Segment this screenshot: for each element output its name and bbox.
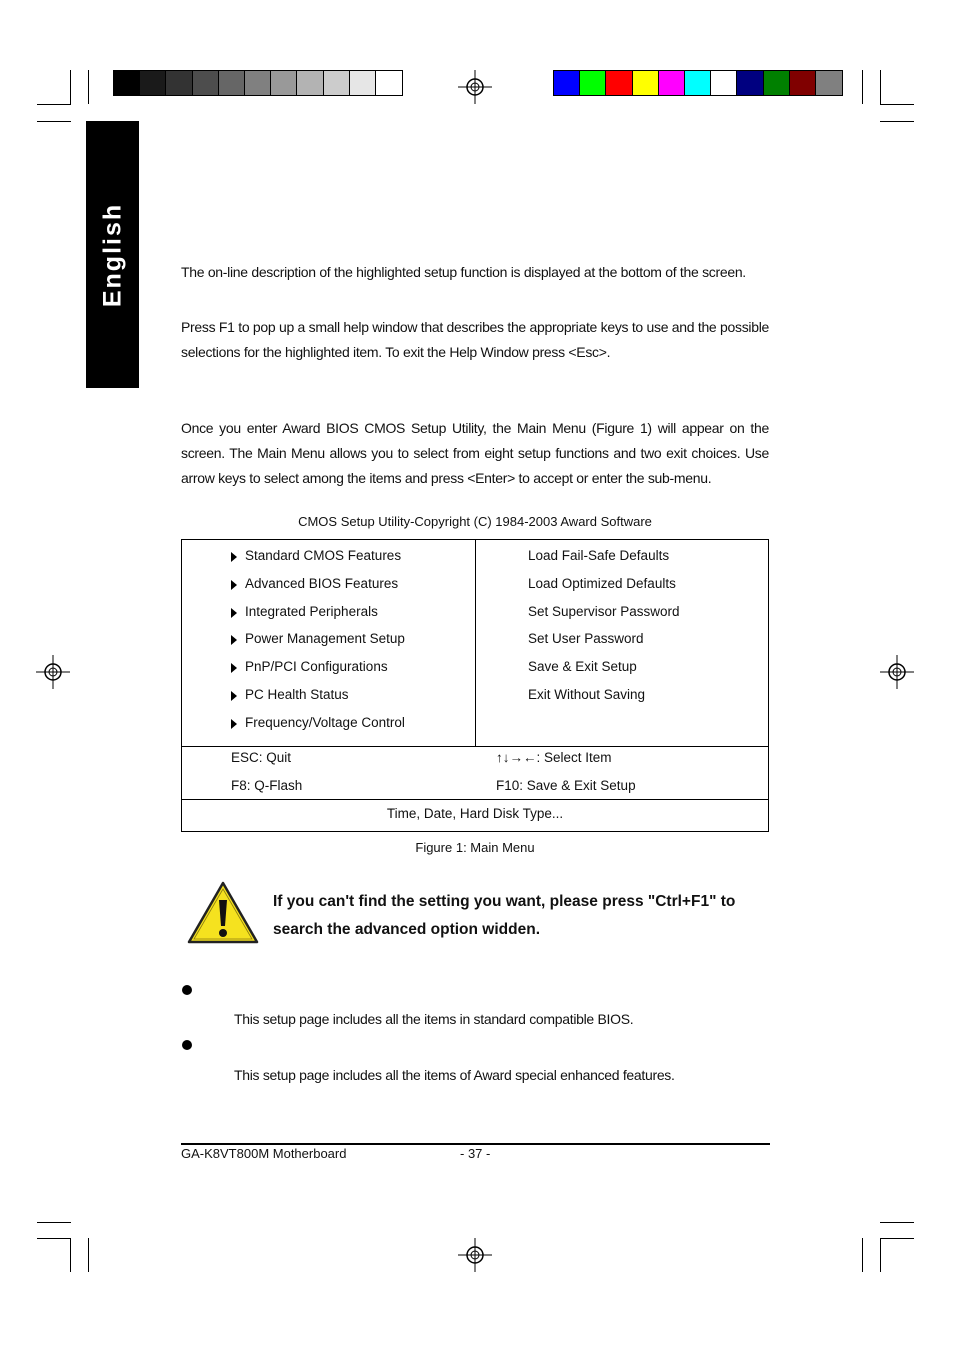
- registration-target-icon: [458, 1238, 492, 1272]
- crop-mark: [880, 121, 914, 122]
- crop-mark: [862, 1238, 863, 1272]
- crop-mark: [37, 1238, 71, 1239]
- calibration-swatch: [376, 71, 402, 95]
- menu-item[interactable]: Set Supervisor Password: [528, 603, 680, 619]
- calibration-swatch: [606, 71, 632, 95]
- bullet-description: This setup page includes all the items in standard compatible BIOS.: [234, 1011, 634, 1027]
- menu-key-divider: [182, 746, 768, 747]
- registration-target-icon: [458, 70, 492, 104]
- page-number: - 37 -: [460, 1146, 491, 1161]
- crop-mark: [70, 1238, 71, 1272]
- footer-product-name: GA-K8VT800M Motherboard: [181, 1146, 347, 1161]
- bios-main-menu: [181, 539, 769, 832]
- submenu-arrow-icon: [231, 635, 237, 645]
- key-f8-qflash: F8: Q-Flash: [231, 778, 303, 793]
- color-calibration-strip: [553, 70, 843, 96]
- warning-text: If you can't find the setting you want, please press "Ctrl+F1" to search the advanced option widden.: [273, 893, 736, 938]
- paragraph-f1-help: Press F1 to pop up a small help window that describes the appropriate keys to use and the possible selections for the highlighted item. To exit the Help Window press <Esc>.: [181, 319, 769, 360]
- calibration-swatch: [816, 71, 842, 95]
- calibration-swatch: [711, 71, 737, 95]
- warning-triangle-icon: [186, 880, 260, 946]
- footer-rule: [181, 1143, 770, 1145]
- registration-target-icon: [880, 655, 914, 689]
- crop-mark: [37, 104, 71, 105]
- crop-mark: [88, 1238, 89, 1272]
- key-arrows-select: ↑↓→←: Select Item: [496, 750, 612, 765]
- menu-item[interactable]: PC Health Status: [245, 687, 349, 702]
- paragraph-online-description: The on-line description of the highlighted setup function is displayed at the bottom of the screen.: [181, 264, 746, 280]
- menu-item[interactable]: Load Fail-Safe Defaults: [528, 548, 670, 563]
- submenu-arrow-icon: [231, 608, 237, 618]
- calibration-swatch: [790, 71, 816, 95]
- menu-item[interactable]: Power Management Setup: [245, 631, 405, 647]
- menu-status-line: Time, Date, Hard Disk Type...: [386, 806, 564, 821]
- key-esc-quit: ESC: Quit: [231, 750, 292, 765]
- menu-column-divider: [475, 540, 476, 746]
- crop-mark: [880, 70, 881, 104]
- side-tab-label: English: [98, 202, 126, 307]
- submenu-arrow-icon: [231, 719, 237, 729]
- calibration-swatch: [193, 71, 219, 95]
- calibration-swatch: [350, 71, 376, 95]
- calibration-swatch: [737, 71, 763, 95]
- calibration-swatch: [245, 71, 271, 95]
- menu-item[interactable]: PnP/PCI Configurations: [245, 659, 388, 675]
- grayscale-calibration-strip: [113, 70, 403, 96]
- menu-item[interactable]: Load Optimized Defaults: [528, 575, 676, 591]
- figure-caption: Figure 1: Main Menu: [415, 840, 535, 855]
- calibration-swatch: [219, 71, 245, 95]
- calibration-swatch: [685, 71, 711, 95]
- bullet-dot: [182, 1040, 192, 1050]
- figure-title: CMOS Setup Utility-Copyright (C) 1984-2003 Award Software: [298, 514, 652, 529]
- bullet-dot: [182, 985, 192, 995]
- crop-mark: [37, 1222, 71, 1223]
- calibration-swatch: [114, 71, 140, 95]
- language-side-tab: [86, 121, 139, 388]
- calibration-swatch: [764, 71, 790, 95]
- menu-item[interactable]: Set User Password: [528, 631, 644, 647]
- registration-target-icon: [36, 655, 70, 689]
- submenu-arrow-icon: [231, 691, 237, 701]
- menu-item[interactable]: Standard CMOS Features: [245, 548, 402, 563]
- calibration-swatch: [140, 71, 166, 95]
- crop-mark: [880, 1238, 914, 1239]
- paragraph-main-menu: Once you enter Award BIOS CMOS Setup Utility, the Main Menu (Figure 1) will appear on the screen. The Main Menu allows you to select from eight setup functions and two exit choices. Use arrow keys to select among the items and press <Enter> to accept or enter the sub-menu.: [181, 420, 769, 486]
- menu-item[interactable]: Exit Without Saving: [528, 687, 646, 702]
- calibration-swatch: [166, 71, 192, 95]
- menu-item[interactable]: Frequency/Voltage Control: [245, 714, 405, 730]
- crop-mark: [37, 121, 71, 122]
- menu-item[interactable]: Advanced BIOS Features: [245, 575, 399, 591]
- calibration-swatch: [324, 71, 350, 95]
- calibration-swatch: [297, 71, 323, 95]
- crop-mark: [880, 104, 914, 105]
- crop-mark: [880, 1222, 914, 1223]
- calibration-swatch: [554, 71, 580, 95]
- crop-mark: [862, 70, 863, 104]
- submenu-arrow-icon: [231, 580, 237, 590]
- key-f10-save-exit: F10: Save & Exit Setup: [496, 778, 636, 793]
- bullet-description: This setup page includes all the items of Award special enhanced features.: [234, 1067, 675, 1083]
- calibration-swatch: [633, 71, 659, 95]
- menu-item[interactable]: Save & Exit Setup: [528, 659, 637, 675]
- submenu-arrow-icon: [231, 552, 237, 562]
- submenu-arrow-icon: [231, 663, 237, 673]
- calibration-swatch: [659, 71, 685, 95]
- crop-mark: [88, 70, 89, 104]
- menu-item[interactable]: Integrated Peripherals: [245, 603, 378, 619]
- crop-mark: [880, 1238, 881, 1272]
- menu-status-divider: [182, 799, 768, 800]
- calibration-swatch: [580, 71, 606, 95]
- calibration-swatch: [271, 71, 297, 95]
- crop-mark: [70, 70, 71, 104]
